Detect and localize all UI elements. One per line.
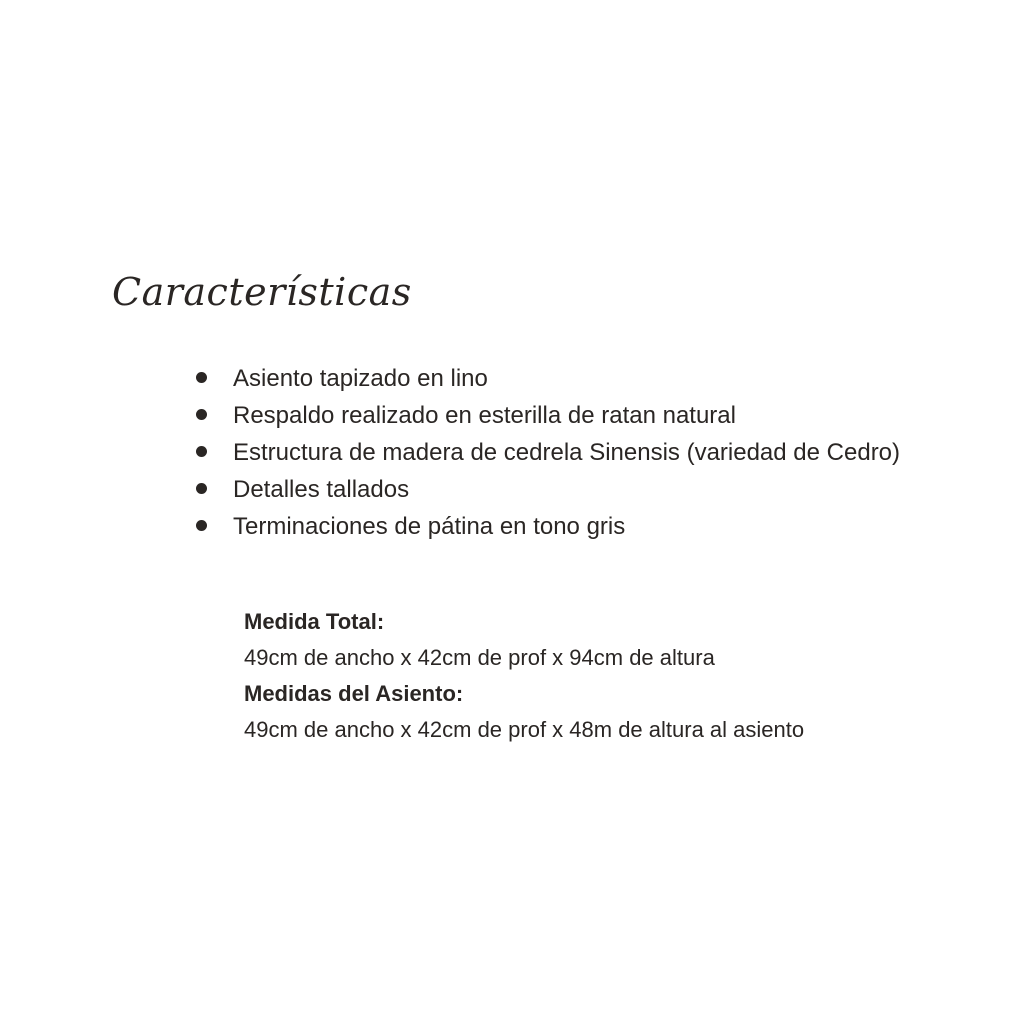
seat-measure-heading: Medidas del Asiento: xyxy=(244,681,464,706)
bullet-icon xyxy=(196,446,207,457)
list-item xyxy=(194,436,900,473)
bullet-icon xyxy=(196,520,207,531)
list-item xyxy=(194,362,900,399)
features-list xyxy=(194,362,900,547)
list-item xyxy=(194,473,900,510)
feature-text: Asiento tapizado en lino xyxy=(233,365,488,392)
total-measure-heading: Medida Total: xyxy=(244,609,385,634)
bullet-icon xyxy=(196,483,207,494)
feature-text: Terminaciones de pátina en tono gris xyxy=(233,513,626,540)
bullet-icon xyxy=(196,409,207,420)
total-measure-value: 49cm de ancho x 42cm de prof x 94cm de altura xyxy=(244,645,715,670)
page-title: Características xyxy=(112,270,412,314)
list-item xyxy=(194,399,900,436)
list-item xyxy=(194,510,900,547)
measures-section xyxy=(244,604,804,748)
feature-text: Detalles tallados xyxy=(233,476,410,503)
bullet-icon xyxy=(196,372,207,383)
seat-measure-value: 49cm de ancho x 42cm de prof x 48m de altura al asiento xyxy=(244,717,805,742)
feature-text: Respaldo realizado en esterilla de ratan natural xyxy=(233,402,736,429)
feature-text: Estructura de madera de cedrela Sinensis (variedad de Cedro) xyxy=(233,439,901,466)
